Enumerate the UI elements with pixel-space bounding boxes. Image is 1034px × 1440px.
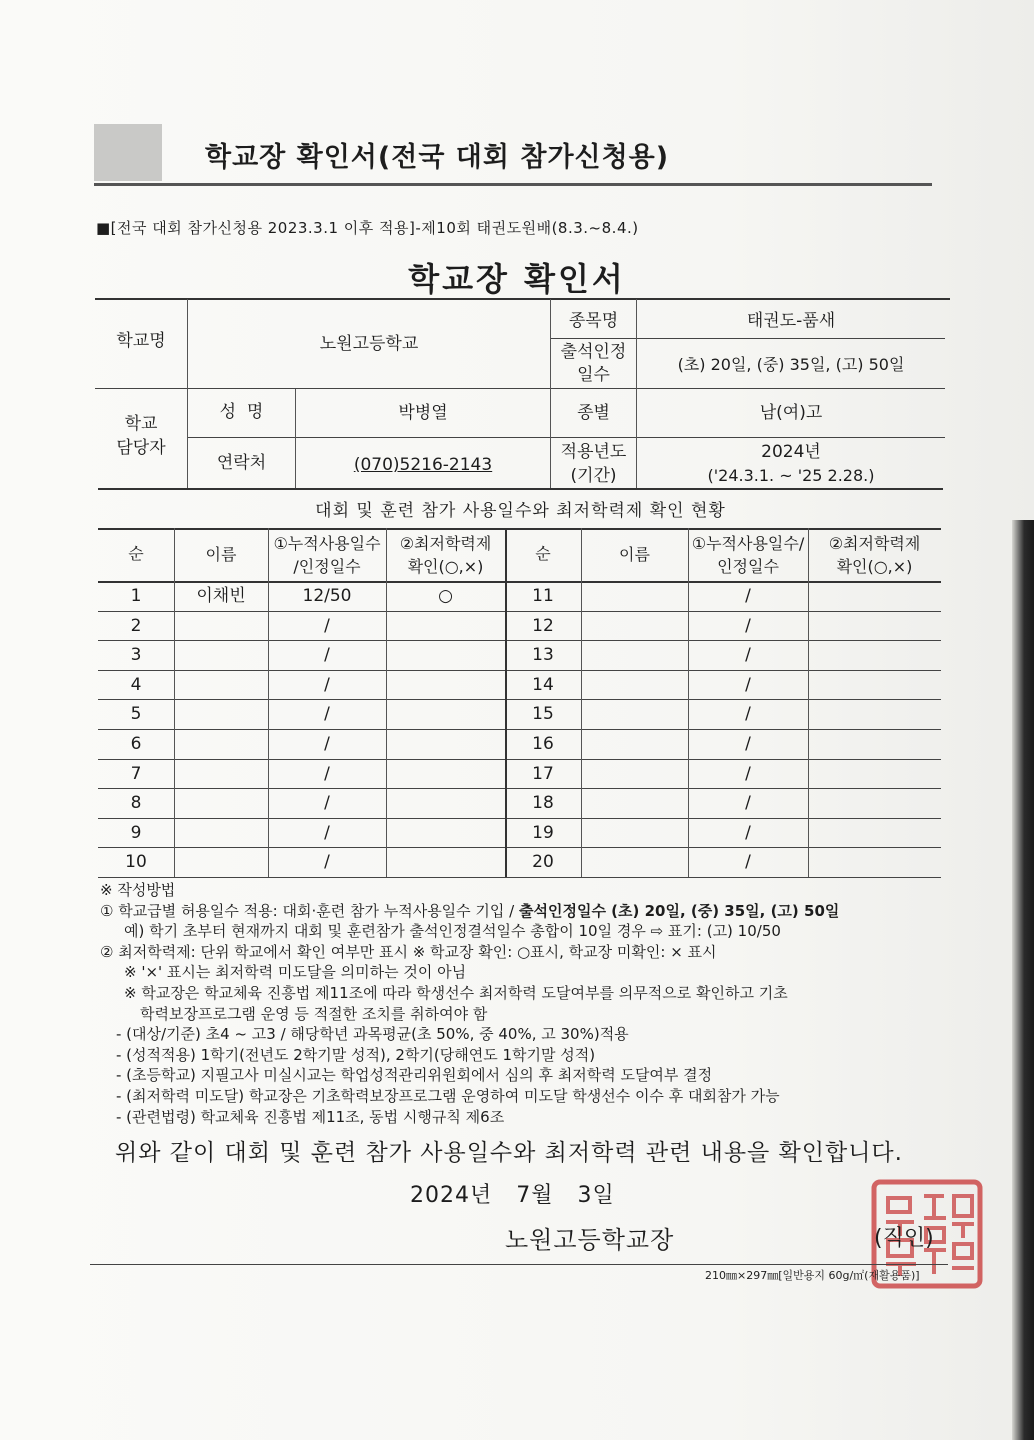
year-label-1: 적용년도 bbox=[560, 442, 627, 462]
table-row-rule bbox=[98, 788, 941, 789]
row-seq: 8 bbox=[130, 793, 142, 813]
info-rule bbox=[188, 437, 945, 438]
contact-label: 연락처 bbox=[216, 453, 267, 473]
table-row-rule bbox=[98, 640, 941, 641]
row-days: / bbox=[324, 823, 330, 843]
table-col-line bbox=[174, 528, 175, 877]
row-seq: 6 bbox=[130, 734, 142, 754]
table-row-rule bbox=[98, 729, 941, 730]
row-days: 12/50 bbox=[302, 586, 352, 606]
row-seq: 19 bbox=[532, 823, 554, 843]
event-value: 태권도-품새 bbox=[746, 311, 836, 331]
notes-line: ※ '×' 표시는 최저학력 미도달을 의미하는 것이 아님 bbox=[124, 963, 467, 982]
row-check: ○ bbox=[438, 586, 453, 606]
row-days: / bbox=[745, 616, 751, 636]
school-value: 노원고등학교 bbox=[319, 334, 419, 354]
row-days: / bbox=[324, 852, 330, 872]
notes-line: ② 최저학력제: 단위 학교에서 확인 여부만 표시 ※ 학교장 확인: ○표시, 학교장 미확인: × 표시 bbox=[100, 942, 717, 961]
date-month: 7월 bbox=[516, 1183, 554, 1208]
row-days: / bbox=[745, 586, 751, 606]
row-days: / bbox=[324, 793, 330, 813]
row-days: / bbox=[745, 675, 751, 695]
row-days: / bbox=[745, 734, 751, 754]
page-edge-shadow bbox=[1012, 520, 1034, 1440]
school-label: 학교명 bbox=[116, 331, 166, 351]
notes-line: ※ 학교장은 학교체육 진흥법 제11조에 따라 학생선수 최저학력 도달여부를 의무적으로 확인하고 기초 bbox=[124, 983, 788, 1002]
header-days: 인정일수 bbox=[717, 557, 779, 576]
row-days: / bbox=[324, 704, 330, 724]
table-header-rule bbox=[98, 581, 941, 583]
header-seq: 순 bbox=[535, 544, 551, 563]
header-min-achievement: ②최저학력제 bbox=[828, 534, 921, 553]
year-label-2: (기간) bbox=[570, 466, 617, 486]
contact-value-text: (070)5216-2143 bbox=[353, 455, 493, 475]
info-bottom-rule bbox=[98, 488, 943, 490]
header-seq: 순 bbox=[128, 544, 144, 563]
table-row-rule bbox=[98, 670, 941, 671]
notes-line: - (대상/기준) 초4 ~ 고3 / 해당학년 과목평균(초 50%, 중 40%, 고 30%)적용 bbox=[116, 1025, 629, 1044]
year-value-1: 2024년 bbox=[761, 442, 821, 462]
notes-line: - (초등학교) 지필고사 미실시교는 학업성적관리위원회에서 심의 후 최저학력 도달여부 결정 bbox=[116, 1066, 713, 1085]
row-seq: 1 bbox=[130, 586, 142, 606]
table-row-rule bbox=[98, 611, 941, 612]
notes-heading: ※ 작성방법 bbox=[100, 881, 176, 899]
table-top-rule bbox=[98, 528, 941, 530]
table-row-rule bbox=[98, 847, 941, 848]
row-days: / bbox=[745, 645, 751, 665]
subheading: ■[전국 대회 참가신청용 2023.3.1 이후 적용]-제10회 태권도원배(8.3.~8.4.) bbox=[96, 219, 639, 237]
row-seq: 20 bbox=[532, 852, 554, 872]
instructions bbox=[100, 880, 950, 1127]
table-col-line bbox=[386, 528, 387, 877]
row-seq: 17 bbox=[532, 764, 554, 784]
attendance-label-2: 일수 bbox=[577, 365, 610, 385]
contact-value bbox=[296, 454, 550, 476]
header-name: 이름 bbox=[205, 545, 237, 564]
info-top-rule bbox=[95, 298, 950, 300]
notes-line: - (최저학력 미도달) 학교장은 기초학력보장프로그램 운영하여 미도달 학생선수 이수 후 대회참가 가능 bbox=[116, 1086, 780, 1105]
attendance-value: (초) 20일, (중) 35일, (고) 50일 bbox=[677, 355, 905, 374]
notes-line: 예) 학기 초부터 현재까지 대회 및 훈련참가 출석인정결석일수 총합이 10일 경우 ⇨ 표기: (고) 10/50 bbox=[124, 922, 781, 941]
row-days: / bbox=[324, 734, 330, 754]
header-name: 이름 bbox=[619, 545, 650, 564]
gender-label: 종별 bbox=[577, 403, 610, 423]
header-min-achievement: 확인(○,×) bbox=[836, 557, 913, 576]
row-seq: 13 bbox=[532, 645, 554, 665]
header-min-achievement: 확인(○,×) bbox=[407, 557, 484, 576]
manager-label-1: 학교 bbox=[124, 414, 158, 434]
row-seq: 18 bbox=[532, 793, 554, 813]
header-min-achievement: ②최저학력제 bbox=[399, 534, 492, 553]
header-days: /인정일수 bbox=[293, 557, 361, 576]
table-row-rule bbox=[98, 759, 941, 760]
row-seq: 10 bbox=[125, 852, 147, 872]
row-seq: 5 bbox=[130, 704, 142, 724]
confirmation-text: 위와 같이 대회 및 훈련 참가 사용일수와 최저학력 관련 내용을 확인합니다. bbox=[115, 1140, 903, 1166]
name-label: 성 명 bbox=[219, 402, 264, 422]
row-days: / bbox=[324, 645, 330, 665]
table-col-line bbox=[808, 528, 809, 877]
row-seq: 9 bbox=[130, 823, 142, 843]
row-seq: 16 bbox=[532, 734, 554, 754]
year-value-2: ('24.3.1. ~ '25 2.28.) bbox=[707, 466, 875, 485]
notes-line: - (성적적용) 1학기(전년도 2학기말 성적), 2학기(당해연도 1학기말 성적) bbox=[116, 1045, 596, 1064]
seal-label: (직인) bbox=[874, 1226, 934, 1251]
row-name: 이채빈 bbox=[196, 586, 246, 606]
info-rule bbox=[550, 338, 945, 339]
paper-spec-footer: 210㎜×297㎜[일반용지 60g/㎡(재활용품)] bbox=[705, 1269, 920, 1282]
gender-value: 남(여)고 bbox=[759, 403, 823, 423]
header-days: ①누적사용일수/ bbox=[691, 534, 805, 553]
bottom-rule bbox=[90, 1264, 948, 1265]
row-days: / bbox=[745, 852, 751, 872]
issue-date bbox=[410, 1178, 615, 1209]
row-seq: 11 bbox=[532, 586, 554, 606]
attendance-label-1: 출석인정 bbox=[560, 342, 627, 362]
row-days: / bbox=[324, 675, 330, 695]
header-title: 학교장 확인서(전국 대회 참가신청용) bbox=[205, 142, 670, 173]
date-year: 2024년 bbox=[410, 1183, 493, 1208]
row-seq: 14 bbox=[532, 675, 554, 695]
table-col-line bbox=[581, 528, 582, 877]
row-days: / bbox=[324, 764, 330, 784]
row-days: / bbox=[745, 764, 751, 784]
info-rule bbox=[95, 388, 945, 389]
manager-label-2: 담당자 bbox=[116, 438, 166, 458]
name-value: 박병열 bbox=[398, 403, 448, 423]
signer: 노원고등학교장 bbox=[505, 1226, 675, 1254]
row-seq: 2 bbox=[130, 616, 142, 636]
notes-line bbox=[100, 901, 950, 922]
notes-line: 학력보장프로그램 운영 등 적절한 조치를 취하여야 함 bbox=[140, 1004, 488, 1023]
row-days: / bbox=[745, 823, 751, 843]
row-seq: 15 bbox=[532, 704, 554, 724]
event-label: 종목명 bbox=[568, 311, 619, 331]
row-days: / bbox=[324, 616, 330, 636]
notes-line-text: ① 학교급별 허용일수 적용: 대회·훈련 참가 누적사용일수 기입 / bbox=[100, 901, 519, 920]
date-day: 3일 bbox=[577, 1183, 615, 1208]
row-seq: 3 bbox=[130, 645, 142, 665]
header-days: ①누적사용일수 bbox=[273, 534, 381, 553]
table-row-rule bbox=[98, 818, 941, 819]
notes-line: - (관련법령) 학교체육 진흥법 제11조, 동법 시행규칙 제6조 bbox=[116, 1107, 505, 1126]
header-gray-box bbox=[94, 124, 162, 181]
row-days: / bbox=[745, 704, 751, 724]
table-row-rule bbox=[98, 699, 941, 700]
row-seq: 4 bbox=[130, 675, 142, 695]
section-title: 대회 및 훈련 참가 사용일수와 최저학력제 확인 현황 bbox=[315, 501, 726, 521]
document-title: 학교장 확인서 bbox=[408, 260, 626, 298]
notes-line-bold: 출석인정일수 (초) 20일, (중) 35일, (고) 50일 bbox=[519, 901, 840, 920]
table-row-rule bbox=[98, 877, 941, 878]
row-seq: 12 bbox=[532, 616, 554, 636]
row-seq: 7 bbox=[130, 764, 142, 784]
row-days: / bbox=[745, 793, 751, 813]
header-rule bbox=[94, 183, 932, 186]
